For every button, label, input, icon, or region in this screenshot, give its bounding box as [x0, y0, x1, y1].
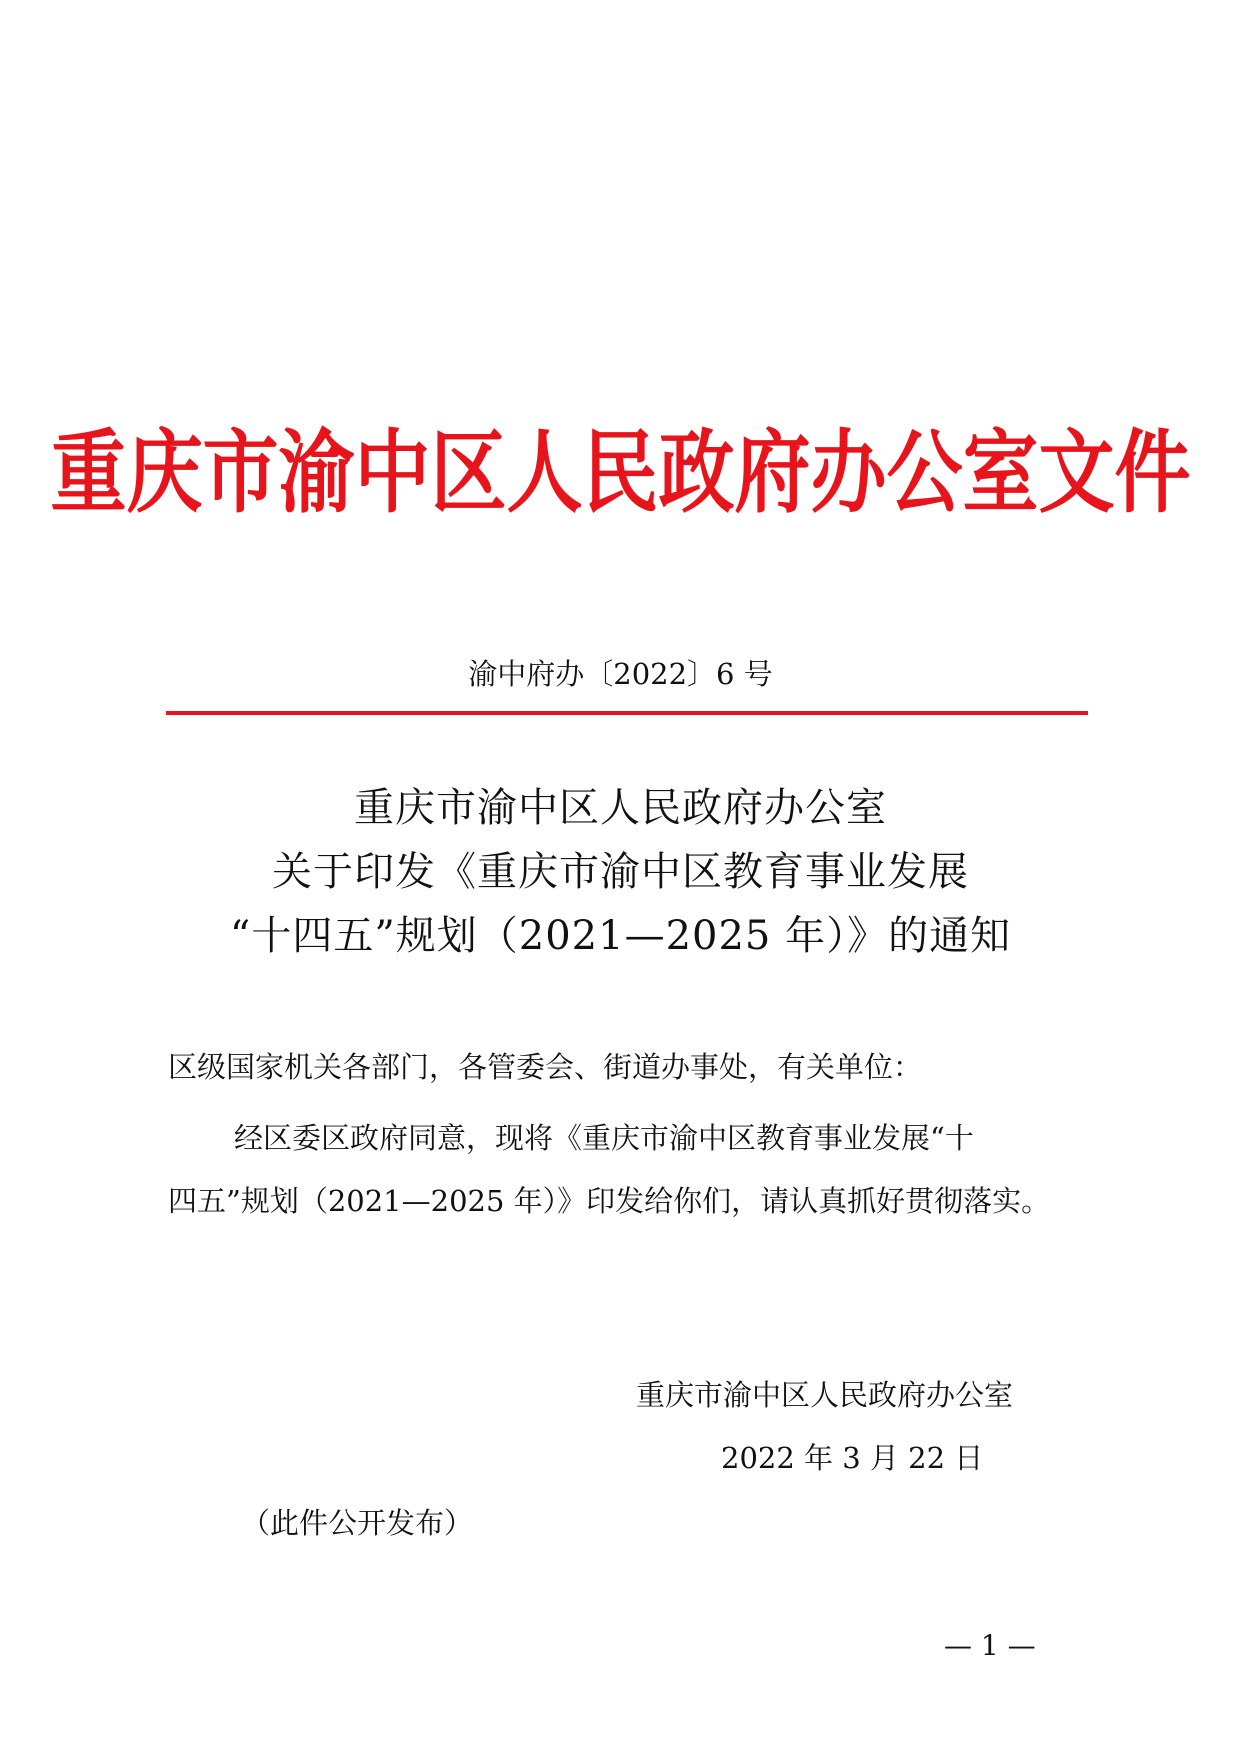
page-number: — 1 —: [944, 1629, 1036, 1662]
salutation-recipients: 区级国家机关各部门，各管委会、街道办事处，有关单位：: [168, 1050, 923, 1084]
document-title: [0, 776, 1241, 968]
signature-organization: 重庆市渝中区人民政府办公室: [636, 1378, 1014, 1412]
body-paragraph-line-2: 四五”规划（2021—2025 年）》印发给你们，请认真抓好贯彻落实。: [168, 1184, 1051, 1218]
issuer-header-title: 重庆市渝中区人民政府办公室文件: [50, 419, 1191, 525]
signature-date: 2022 年 3 月 22 日: [721, 1441, 984, 1475]
document-number: 渝中府办〔2022〕6 号: [468, 657, 773, 691]
title-line-1: 重庆市渝中区人民政府办公室: [354, 785, 887, 831]
body-paragraph-line-1: 经区委区政府同意，现将《重庆市渝中区教育事业发展“十: [234, 1121, 974, 1155]
red-header-divider: [166, 711, 1088, 715]
title-line-3: “十四五”规划（2021—2025 年）》的通知: [229, 913, 1012, 959]
title-line-2: 关于印发《重庆市渝中区教育事业发展: [272, 849, 969, 895]
publication-note: （此件公开发布）: [241, 1506, 474, 1540]
